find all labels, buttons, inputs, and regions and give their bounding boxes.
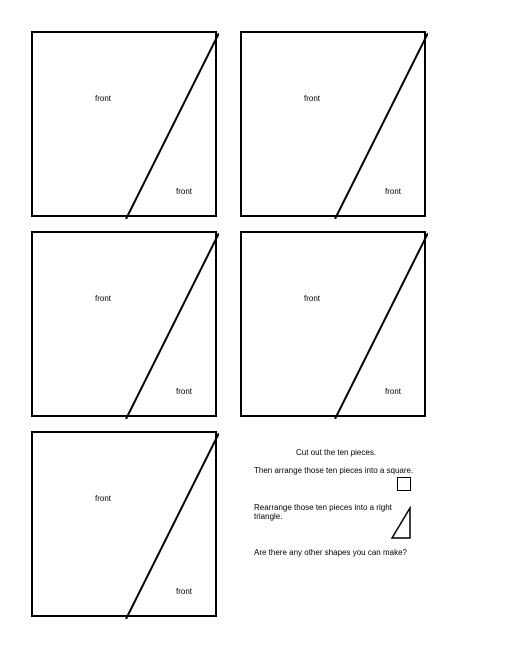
piece-label-front: front [304, 294, 321, 303]
cutout-square-3 [31, 231, 217, 417]
right-triangle-icon [390, 506, 412, 540]
instructions-title: Cut out the ten pieces. [296, 448, 377, 457]
piece-label-front-small: front [176, 187, 193, 196]
cutout-square-5 [31, 431, 217, 617]
question-text: Are there any other shapes you can make? [254, 548, 407, 557]
cutout-square-2 [240, 31, 426, 217]
piece-label-front: front [95, 494, 112, 503]
cutout-square-4 [240, 231, 426, 417]
square-step-text: Then arrange those ten pieces into a square. [254, 466, 414, 475]
piece-label-front-small: front [176, 587, 193, 596]
cutout-square-1 [31, 31, 217, 217]
triangle-step-text: Rearrange those ten pieces into a right triangle. [254, 503, 392, 521]
piece-label-front-small: front [176, 387, 193, 396]
piece-label-front: front [95, 294, 112, 303]
piece-label-front: front [304, 94, 321, 103]
piece-label-front-small: front [385, 387, 402, 396]
piece-label-front-small: front [385, 187, 402, 196]
piece-label-front: front [95, 94, 112, 103]
square-icon [397, 477, 411, 491]
